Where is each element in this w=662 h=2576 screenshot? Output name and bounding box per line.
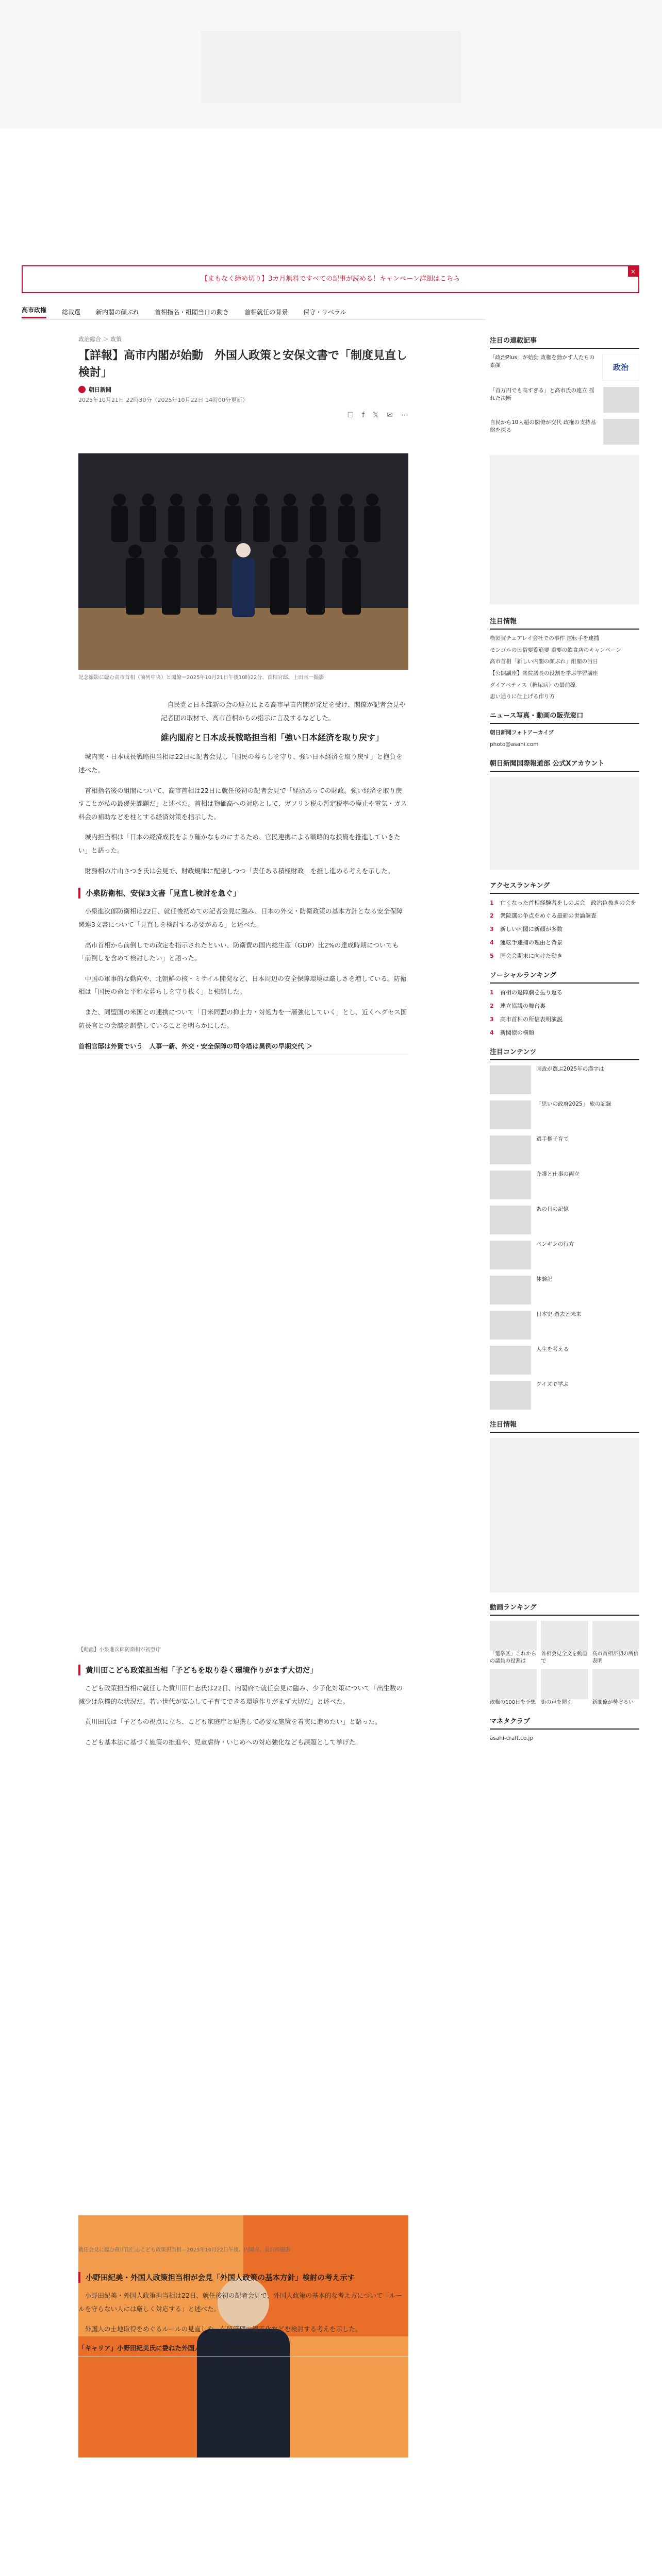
section-heading: 小野田紀美・外国人政策担当相が会見「外国人政策の基本方針」検討の考え示す — [78, 2272, 408, 2283]
trending-item[interactable] — [490, 387, 639, 413]
content-item[interactable]: 「思いの政府2025」 旅の記録 — [490, 1100, 639, 1129]
content-item[interactable]: 国政が選ぶ2025年の漢字は — [490, 1065, 639, 1094]
ranking-item[interactable]: 1 亡くなった首相経験者をしのぶ会 政治色抜きの会を — [490, 899, 636, 906]
photo-people — [99, 489, 388, 623]
body-paragraph: 首相指名後の組閣について、高市首相は22日に就任後初の記者会見で「経済あっての財政。強い経済を取り戻すことが私の最優先課題だ」と述べた。首相は物価高への対応として、ガソリン税の暫定税率の廃止や電気・ガス料金の補助などを柱とする経済対策を指示した。 — [78, 786, 407, 821]
mail-icon[interactable]: ✉ — [387, 411, 393, 419]
group-silhouettes — [99, 489, 388, 623]
section-heading: 黄川田こども政策担当相「子どもを取り巻く環境作りがまず大切だ」 — [78, 1665, 408, 1675]
body-paragraph: 財務相の片山さつき氏は会見で、財政規律に配慮しつつ「責任ある積極財政」を推し進める考えを示した。 — [78, 867, 394, 875]
video-item[interactable]: 新閣僚が勢ぞろい — [592, 1669, 639, 1706]
archive-name[interactable]: 朝日新聞フォトアーカイブ — [490, 730, 554, 736]
nav-item[interactable]: 高市政権 — [22, 306, 46, 318]
trending-thumbnail — [603, 387, 639, 413]
content-thumbnail — [490, 1276, 531, 1304]
promo-item[interactable]: 高市首相「新しい内閣の顔ぶれ」組閣の当日 — [490, 658, 598, 665]
video-grid — [490, 1621, 639, 1706]
cabinet-photo — [78, 453, 408, 670]
content-thumbnail — [490, 1100, 531, 1129]
facebook-icon[interactable]: f — [362, 411, 365, 419]
sidebar-ad-1 — [490, 455, 639, 604]
sidebar-heading: 朝日新聞国際報道部 公式Xアカウント — [490, 758, 639, 772]
archive-email[interactable]: photo@asahi.com — [490, 741, 539, 748]
play-icon — [592, 1669, 639, 1699]
politics-plus-logo: 政治 — [602, 354, 639, 381]
sidebar-heading: アクセスランキング — [490, 880, 639, 894]
section-heading: 維内閣府と日本成長戦略担当相「強い日本経済を取り戻す」 — [161, 733, 384, 743]
content-item[interactable]: クイズで学ぶ — [490, 1381, 639, 1410]
trending-title: 「政治Plus」が始動 政権を動かす人たちの素顔 — [490, 354, 595, 369]
play-icon — [592, 1621, 639, 1651]
content-thumbnail — [490, 1136, 531, 1164]
article-body-1 — [78, 698, 408, 1055]
sidebar-heading: 注目の連載記事 — [490, 335, 639, 349]
content-thumbnail — [490, 1381, 531, 1410]
body-paragraph: 高市首相から前倒しでの改定を指示されたといい、防衛費の国内総生産（GDP）比2%の達成時期についても「前倒しを含めて検討したい」と語った。 — [78, 941, 399, 962]
promo-item[interactable]: ダイアベティス（糖尿病）の最前線 — [490, 682, 576, 688]
campaign-banner[interactable] — [22, 265, 639, 293]
play-icon — [490, 1621, 537, 1651]
publish-date: 2025年10月21日 22時30分（2025年10月22日 14時00分更新） — [78, 397, 248, 403]
video-item[interactable]: 政権の100日を予想 — [490, 1669, 537, 1706]
content-item[interactable]: 介護と仕事の両立 — [490, 1171, 639, 1199]
body-paragraph: 城内実・日本成長戦略担当相は22日に記者会見し「国民の暮らしを守り、強い日本経済を取り戻す」と抱負を述べた。 — [78, 753, 403, 774]
sidebar-heading: 動画ランキング — [490, 1602, 639, 1616]
nav-item[interactable]: 総裁選 — [62, 308, 81, 316]
content-item[interactable]: 日本史 過去と未来 — [490, 1311, 639, 1340]
promo-item[interactable]: モンゴルの民俗要覧筋要 重要の飲食店のキャンペーン — [490, 647, 622, 653]
promo-item[interactable]: 【公開講座】衆院議長の役割を学ぶ学習講座 — [490, 670, 598, 677]
sidebar — [490, 335, 639, 1747]
top-ad-area — [0, 0, 662, 129]
nav-item[interactable]: 首相指名・組閣当日の動き — [155, 308, 229, 316]
ranking-item[interactable]: 2 連立協議の舞台裏 — [490, 1003, 545, 1010]
avatar — [78, 386, 86, 393]
content-item[interactable]: 選手権子育て — [490, 1136, 639, 1164]
sidebar-heading: 注目情報 — [490, 1419, 639, 1433]
article-body-3 — [78, 2262, 408, 2357]
nav-item[interactable]: 保守・リベラル — [303, 308, 346, 316]
ranking-item[interactable]: 4 新閣僚の横顔 — [490, 1029, 534, 1036]
campaign-banner-text: 【まもなく締め切り】3カ月無料ですべての記事が読める！キャンペーン詳細はこちら — [201, 275, 460, 283]
top-ad-slot — [201, 31, 461, 103]
sidebar-heading: 注目コンテンツ — [490, 1046, 639, 1060]
related-link[interactable]: 首相官邸は外資でいう 人事一新、外交・安全保障の司令塔は異例の早期交代 ＞ — [78, 1041, 408, 1055]
author-name[interactable]: 朝日新聞 — [89, 386, 111, 393]
promo-item[interactable]: 思い通りに仕上げる作り方 — [490, 693, 555, 700]
lead-paragraph: 自民党と日本維新の会の連立による高市早苗内閣が発足を受け、閣僚が記者会見や記者団の取材で、高市首相からの指示に言及するなどした。 — [161, 701, 406, 722]
ranking-item[interactable]: 3 高市首相の所信表明演説 — [490, 1016, 562, 1023]
sidebar-ad-3 — [490, 1438, 639, 1592]
body-paragraph: 城内担当相は「日本の経済成長をより確かなものにするため、官民連携による戦略的な投資を推進していきたい」と語った。 — [78, 833, 401, 854]
content-thumbnail — [490, 1241, 531, 1269]
sidebar-heading: ニュース写真・動画の販売窓口 — [490, 710, 639, 724]
content-thumbnail — [490, 1171, 531, 1199]
content-item[interactable]: あの日の記憶 — [490, 1206, 639, 1234]
play-icon — [541, 1621, 588, 1651]
category-nav — [22, 304, 486, 320]
body-paragraph: こども基本法に基づく施策の推進や、児童虐待・いじめへの対応強化なども課題として挙げた。 — [78, 1738, 362, 1746]
content-item[interactable]: ペンギンの行方 — [490, 1241, 639, 1269]
article-body-2 — [78, 1646, 408, 1756]
share-toolbar — [78, 411, 408, 419]
breadcrumb[interactable]: 政治総合 ＞ 政策 — [78, 336, 122, 343]
ranking-item[interactable]: 2 衆院選の争点をめぐる最新の世論調査 — [490, 912, 597, 920]
trending-title: 自民から10人超の閣僚が交代 政権の支持基盤を探る — [490, 419, 596, 434]
content-item[interactable]: 体験記 — [490, 1276, 639, 1304]
nav-item[interactable]: 首相就任の背景 — [244, 308, 288, 316]
x-icon[interactable]: 𝕏 — [372, 411, 379, 419]
bookmark-icon[interactable]: ☐ — [347, 411, 354, 419]
ranking-item[interactable]: 5 国会会期末に向けた動き — [490, 953, 562, 960]
photo-caption: 就任会見に臨む黄川田仁志こども政策担当相＝2025年10月22日午後、内閣府、長沢幹撮影 — [78, 2247, 290, 2253]
body-paragraph: 小泉進次郎防衛相は22日、就任後初めての記者会見に臨み、日本の外交・防衛政策の基本方針となる安全保障関連3文書について「見直しを検討する必要がある」と述べた。 — [78, 907, 403, 928]
more-icon[interactable]: ⋯ — [401, 411, 408, 419]
video-item[interactable]: 首相会見全文を動画で — [541, 1621, 588, 1665]
content-thumbnail — [490, 1065, 531, 1094]
body-paragraph: 中国の軍事的な動向や、北朝鮮の核・ミサイル開発など、日本周辺の安全保障環境は厳しさを増している。防衛相は「国民の命と平和な暮らしを守り抜く」と強調した。 — [78, 974, 407, 996]
article-header — [78, 335, 408, 419]
content-item[interactable]: 人生を考える — [490, 1346, 639, 1375]
play-icon — [490, 1669, 537, 1699]
content-thumbnail — [490, 1311, 531, 1340]
mid-ad-slot — [78, 1391, 408, 1638]
body-paragraph: 小野田紀美・外国人政策担当相は22日、就任後初の記者会見で、外国人政策の基本的な考え方について「ルールを守らない人には厳しく対応する」と述べた。 — [78, 2292, 402, 2313]
sidebar-heading: マネタクラブ — [490, 1716, 639, 1730]
photo-caption: 記念撮影に臨む高市首相（前列中央）と閣僚＝2025年10月21日午後10時22分、首相官邸、上田幸一撮影 — [78, 675, 324, 681]
body-paragraph: また、同盟国の米国との連携について「日米同盟の抑止力・対処力を一層強化していく」とし、近くヘグセス国防長官との会談を調整していることを明らかにした。 — [78, 1008, 407, 1029]
trending-item[interactable] — [490, 354, 639, 381]
content-thumbnail — [490, 1206, 531, 1234]
ranking-item[interactable]: 4 運転手逮捕の理由と背景 — [490, 939, 562, 946]
nav-item[interactable]: 新内閣の顔ぶれ — [96, 308, 140, 316]
promo-item[interactable]: 横須賀チェアレイ会社での事件 運転手を逮捕 — [490, 635, 600, 641]
trending-item[interactable] — [490, 419, 639, 445]
video-item[interactable]: 高市首相が初の所信表明 — [592, 1621, 639, 1665]
section-heading: 小泉防衛相、安保3文書「見直し検討を急ぐ」 — [78, 888, 408, 899]
content-thumbnail — [490, 1346, 531, 1375]
video-item[interactable]: 街の声を聞く — [541, 1669, 588, 1706]
trending-title: 「首万円でも高すぎる」と高市氏の連立 揺れた決断 — [490, 387, 594, 402]
play-icon — [541, 1669, 588, 1699]
partner-link[interactable]: asahi-craft.co.jp — [490, 1735, 534, 1741]
ranking-item[interactable]: 3 新しい内閣に新顔が多数 — [490, 926, 562, 933]
related-link[interactable]: 「キャリア」小野田紀美氏に委ねた外国人政策 保守層呼ぶ高市内閣 ＞ — [78, 2343, 408, 2357]
trending-thumbnail — [603, 419, 639, 445]
video-item[interactable]: 「選挙区」これからの議員の役割は — [490, 1621, 537, 1665]
sidebar-heading: 注目情報 — [490, 616, 639, 630]
page-title: 【詳報】高市内閣が始動 外国人政策と安保文書で「制度見直し検討」 — [78, 349, 408, 379]
ranking-item[interactable]: 1 首相の退陣劇を振り返る — [490, 989, 562, 996]
body-paragraph: 黄川田氏は「子どもの視点に立ち、こども家庭庁と連携して必要な施策を着実に進めたい」と語った。 — [78, 1718, 382, 1726]
sidebar-ad-2 — [490, 777, 639, 870]
video-label[interactable]: 【動画】小泉進次郎防衛相が初登庁 — [78, 1647, 161, 1653]
close-icon[interactable]: × — [628, 266, 638, 277]
sidebar-heading: ソーシャルランキング — [490, 970, 639, 984]
body-paragraph: 外国人の土地取得をめぐるルールの見直しや、在留管理の適正化などを検討する考えを示した。 — [78, 2325, 362, 2333]
body-paragraph: こども政策担当相に就任した黄川田仁志氏は22日、内閣府で就任会見に臨み、少子化対策について「出生数の減少は危機的な状況だ。若い世代が安心して子育てできる環境作りがまず大切だ」と述べた。 — [78, 1684, 403, 1705]
